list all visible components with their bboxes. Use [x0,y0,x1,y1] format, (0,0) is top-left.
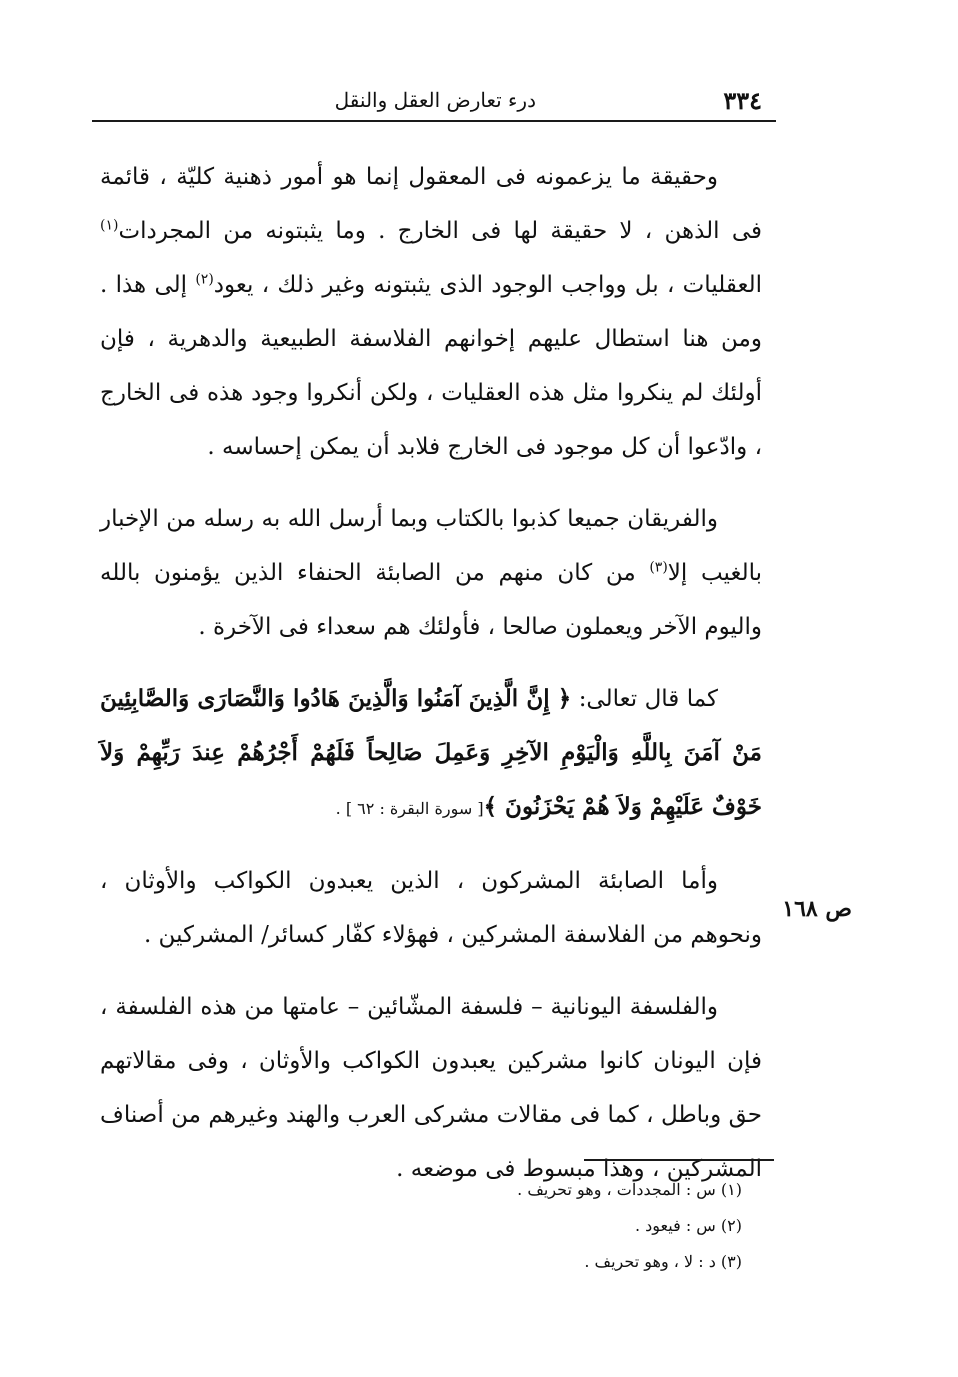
footnote-3: (٣) د : لا ، وهو تحريف . [584,1252,742,1271]
footnote-marker-3: (٣) [649,559,668,576]
main-text [100,150,762,1214]
paragraph-3-intro: كما قال تعالى: [571,686,718,712]
paragraph-1-text-b: العقليات ، بل وواجب الوجود الذى يثبتونه وغير ذلك ، يعود [213,272,762,298]
footnote-marker-2: (٢) [195,271,214,288]
footnote-1: (١) س : المجددات ، وهو تحريف . [517,1180,742,1199]
footnote-marker-1: (١) [100,217,119,234]
running-title: درء تعارض العقل والنقل [334,88,536,112]
paragraph-4: وأما الصابئة المشركون ، الذين يعبدون الكواكب والأوثان ، ونحوهم من الفلاسفة المشركين ، فهؤلاء كفّار كسائر/ المشركين . [100,868,762,948]
paragraph-2-text-b: من كان منهم من الصابئة الحنفاء الذين يؤمنون بالله واليوم الآخر ويعملون صالحا ، فأولئك هم سعداء فى الآخرة . [100,560,762,640]
paragraph-5: والفلسفة اليونانية – فلسفة المشّائين – عامتها من هذه الفلسفة ، فإن اليونان كانوا مشركين يعبدون الكواكب والأوثان ، وفى مقالاتهم حق وباطل ، كما فى مقالات مشركى العرب والهند وغيرهم من أصناف المشركين ، وهذا مبسوط فى موضعه . [100,994,762,1182]
paragraph-2 [100,492,762,654]
paragraph-3 [100,672,762,836]
margin-page-reference: ص ١٦٨ [782,896,852,922]
paragraph-2-text-a: والفريقان جميعا كذبوا بالكتاب وبما أرسل الله به رسله من الإخبار بالغيب إلا [100,506,762,586]
footnotes [380,1172,742,1280]
paragraph-1-text-c: إلى هذا . ومن هنا استطال عليهم إخوانهم الفلاسفة الطبيعية والدهرية ، فإن أولئك لم ينكروا مثل هذه العقليات ، ولكن أنكروا وجود هذه فى الخارج ، وادّعوا أن كل موجود فى الخارج فلابد أن يمكن إحساسه . [100,272,762,460]
page-number: ٣٣٤ [723,86,762,115]
footnote-divider [584,1159,774,1161]
paragraph-1-text-a: وحقيقة ما يزعمونه فى المعقول إنما هو أمور ذهنية كليّة ، قائمة فى الذهن ، لا حقيقة لها فى الخارج . وما يثبتونه من المجردات [100,164,762,244]
page-header [92,86,776,122]
footnote-2: (٢) س : فيعود . [634,1216,742,1235]
paragraph-1 [100,150,762,474]
surah-reference: [ سورة البقرة : ٦٢ ] . [335,799,484,818]
quran-verse: ﴿ إِنَّ الَّذِينَ آمَنُوا وَالَّذِينَ هَادُوا وَالنَّصَارَى وَالصَّابِئِينَ مَنْ آمَنَ بِاللَّهِ وَالْيَوْمِ الآخِرِ وَعَمِلَ صَالِحاً فَلَهُمْ أَجْرُهُمْ عِندَ رَبِّهِمْ وَلاَ خَوْفٌ عَلَيْهِمْ وَلاَ هُمْ يَحْزَنُونَ ﴾ [100,685,762,820]
